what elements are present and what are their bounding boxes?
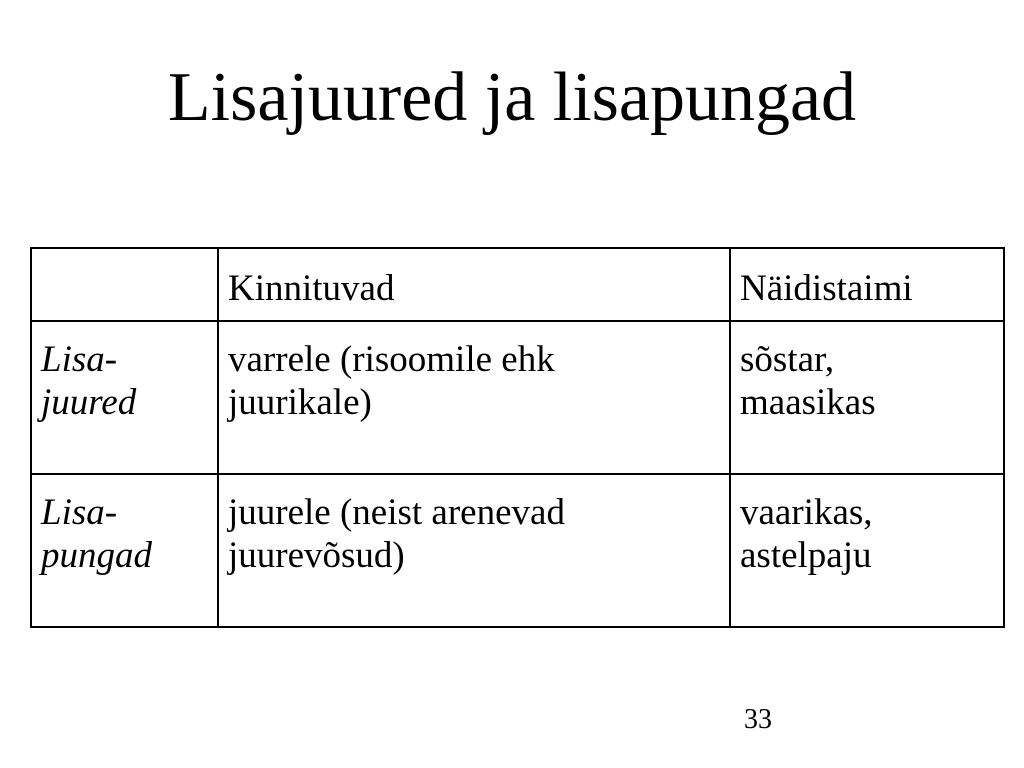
table-header-row bbox=[31, 248, 1004, 321]
table-row bbox=[31, 321, 1004, 474]
attachment-line: juurikale) bbox=[228, 382, 372, 423]
attachment-line: juurevõsud) bbox=[228, 535, 405, 576]
row-label-adventitious-roots bbox=[31, 321, 218, 474]
row-label-line: Lisa- bbox=[41, 339, 118, 380]
examples-cell bbox=[730, 474, 1004, 627]
page-number: 33 bbox=[744, 704, 772, 735]
comparison-table bbox=[30, 247, 1005, 628]
examples-cell bbox=[730, 321, 1004, 474]
attachment-cell bbox=[218, 474, 730, 627]
slide-title: Lisajuured ja lisapungad bbox=[167, 59, 857, 136]
attachment-line: varrele (risoomile ehk bbox=[228, 339, 555, 380]
row-label-line: Lisa- bbox=[41, 492, 118, 533]
attachment-line: juurele (neist arenevad bbox=[228, 492, 565, 533]
attachment-cell bbox=[218, 321, 730, 474]
table-row bbox=[31, 474, 1004, 627]
row-label-line: juured bbox=[41, 382, 137, 423]
examples-line: maasikas bbox=[740, 382, 876, 423]
header-cell-empty bbox=[31, 248, 218, 321]
header-cell-example-plants: Näidistaimi bbox=[730, 248, 1004, 321]
row-label-adventitious-buds bbox=[31, 474, 218, 627]
examples-line: astelpaju bbox=[740, 535, 872, 576]
examples-line: vaarikas, bbox=[740, 492, 873, 533]
header-cell-attachment: Kinnituvad bbox=[218, 248, 730, 321]
row-label-line: pungad bbox=[41, 535, 152, 576]
examples-line: sõstar, bbox=[740, 339, 835, 380]
